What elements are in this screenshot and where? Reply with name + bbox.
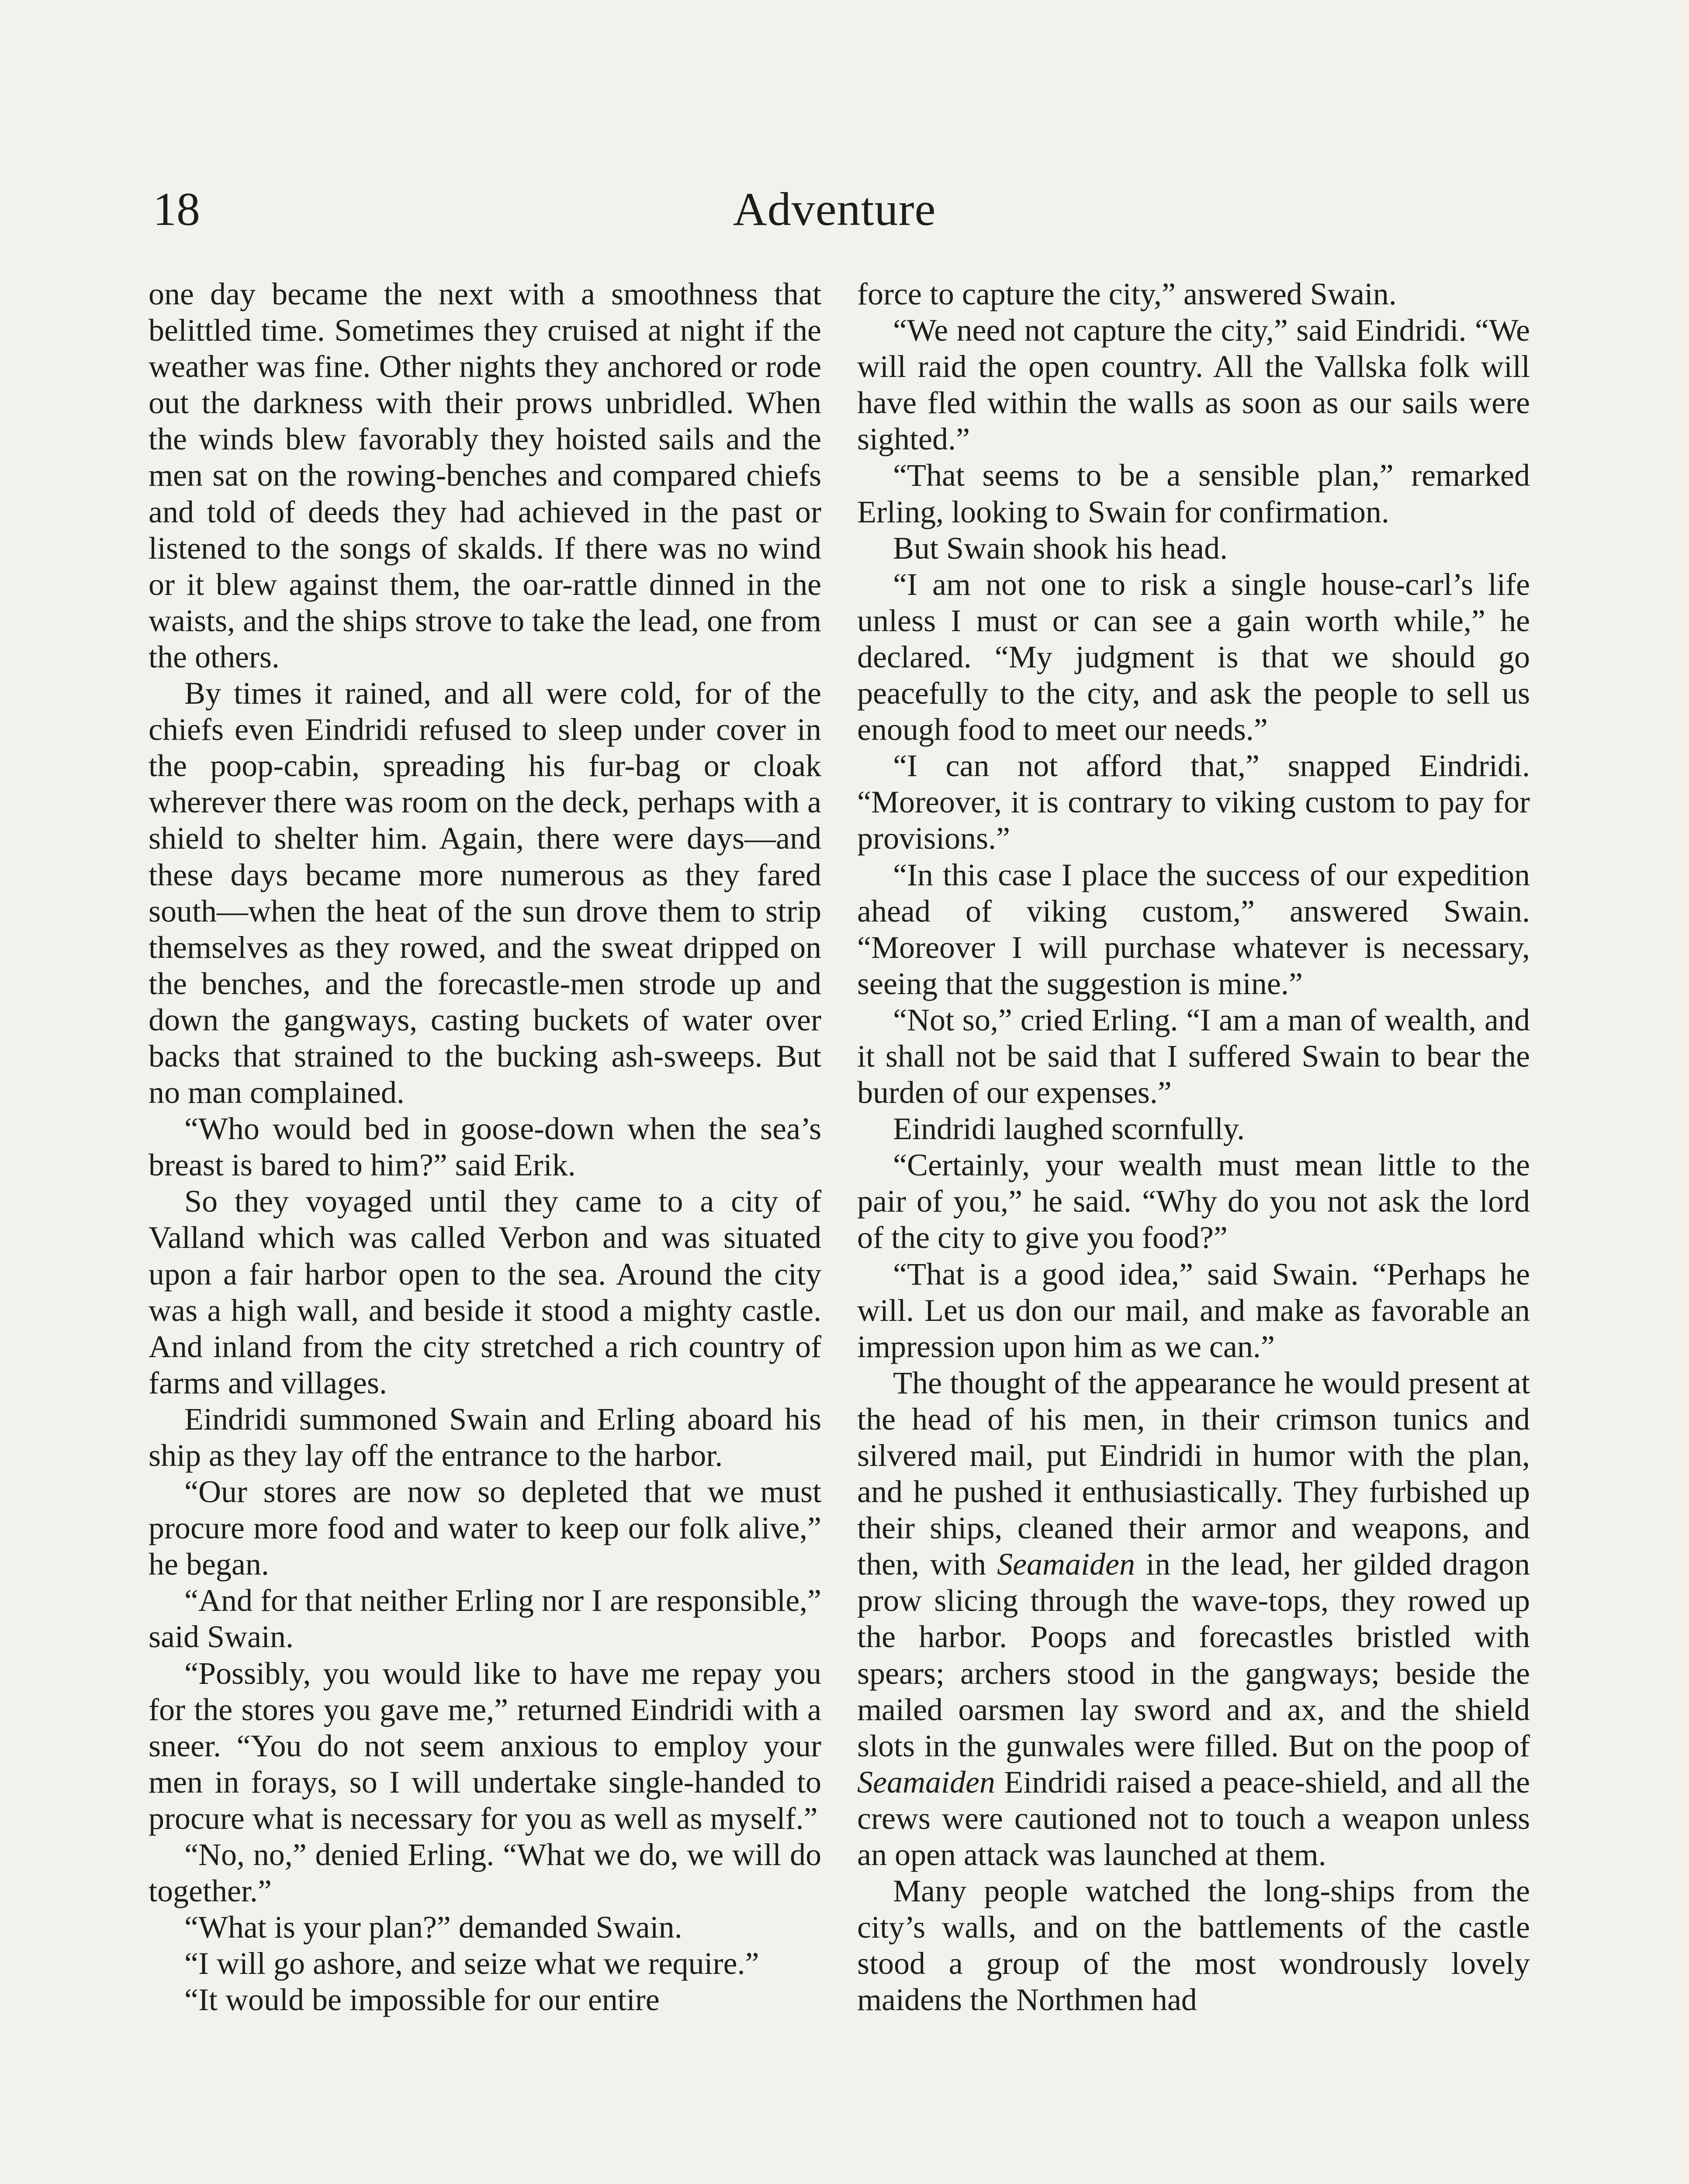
running-title: Adventure (733, 183, 936, 235)
ship-name: Seamaiden (997, 1547, 1135, 1582)
paragraph: “It would be impossible for our entire (184, 1982, 660, 2018)
right-text-column (857, 276, 1530, 2018)
paragraph (857, 276, 1530, 312)
paragraph (857, 312, 1530, 457)
text-run: “I am not one to risk a single house-carl’s life unless I must or can see a gain worth while,” he declared. “My judgment is that we should go peacefully to the city, and ask the people to sell us enough food to meet our needs.” (857, 567, 1530, 747)
paragraph: one day became the next with a smoothness that belittled time. Sometimes they cruised at night if the weather was fine. Other nights they anchored or rode out the darkness with their prows unbridled. When the winds blew favorably they hoisted sails and the men sat on the rowing-benches and compared chiefs and told of deeds they had achieved in the past or listened to the songs of skalds. If there was no wind or it blew against them, the oar-rattle dinned in the waists, and the ships strove to take the lead, one from the others. (149, 276, 821, 674)
paragraph: “I will go ashore, and seize what we require.” (184, 1946, 759, 1981)
paragraph: “And for that neither Erling nor I are responsible,” said Swain. (149, 1583, 821, 1655)
paragraph (857, 1147, 1530, 1256)
paragraph (857, 1111, 1530, 1147)
text-run: “Not so,” cried Erling. “I am a man of wealth, and it shall not be said that I suffered Swain to bear the burden of our expenses.” (857, 1002, 1530, 1110)
page-number: 18 (153, 183, 200, 235)
paragraph (857, 530, 1530, 567)
text-run: Eindridi raised a peace-shield, and all the crews were cautioned not to touch a weapon unless an open attack was launched at them. (857, 1764, 1530, 1873)
paragraph (857, 457, 1530, 530)
paragraph: “Our stores are now so depleted that we must procure more food and water to keep our folk alive,” he began. (149, 1474, 821, 1582)
text-run: “Certainly, your wealth must mean little to the pair of you,” he said. “Why do you not ask the lord of the city to give you food?” (857, 1147, 1530, 1255)
page-header (131, 179, 1538, 245)
paragraph (857, 1002, 1530, 1111)
paragraph: So they voyaged until they came to a city of Valland which was called Verbon and was situated upon a fair harbor open to the sea. Around the city was a high wall, and beside it stood a mighty castle. And inland from the city stretched a rich country of farms and villages. (149, 1184, 821, 1400)
paragraph: “No, no,” denied Erling. “What we do, we will do together.” (149, 1837, 821, 1909)
text-run: in the lead, her gilded dragon prow slicing through the wave-tops, they rowed up the harbor. Poops and forecastles bristled with spears; archers stood in the gangways; beside the mailed oarsmen lay sword and ax, and the shield slots in the gunwales were filled. But on the poop of (857, 1547, 1530, 1763)
text-run: “In this case I place the success of our expedition ahead of viking custom,” answered Swain. “Moreover I will purchase whatever is necessary, seeing that the suggestion is mine.” (857, 857, 1530, 1001)
paragraph: By times it rained, and all were cold, for of the chiefs even Eindridi refused to sleep under cover in the poop-cabin, spreading his fur-bag or cloak wherever there was room on the deck, perhaps with a shield to shelter him. Again, there were days—and these days became more numerous as they fared south—when the heat of the sun drove them to strip themselves as they rowed, and the sweat dripped on the benches, and the forecastle-men strode up and down the gangways, casting buckets of water over backs that strained to the bucking ash-sweeps. But no man complained. (149, 676, 821, 1110)
text-run: force to capture the city,” answered Swain. (857, 276, 1397, 311)
paragraph (857, 748, 1530, 857)
paragraph (857, 1873, 1530, 2018)
text-run: “That is a good idea,” said Swain. “Perhaps he will. Let us don our mail, and make as favorable an impression upon him as we can.” (857, 1256, 1530, 1364)
text-run: “I can not afford that,” snapped Eindridi. “Moreover, it is contrary to viking custom to pay for provisions.” (857, 748, 1530, 856)
left-text-column (149, 276, 821, 2018)
text-run: Eindridi laughed scornfully. (893, 1111, 1245, 1147)
paragraph: “Who would bed in goose-down when the sea’s breast is bared to him?” said Erik. (149, 1111, 821, 1183)
paragraph (857, 1256, 1530, 1365)
paragraph (857, 567, 1530, 748)
paragraph (857, 857, 1530, 1002)
text-run: “We need not capture the city,” said Eindridi. “We will raid the open country. All the Vallska folk will have fled within the walls as soon as our sails were sighted.” (857, 313, 1530, 457)
paragraph: Eindridi summoned Swain and Erling aboard his ship as they lay off the entrance to the harbor. (149, 1401, 821, 1473)
text-run: “That seems to be a sensible plan,” remarked Erling, looking to Swain for confirmation. (857, 458, 1530, 529)
text-run: But Swain shook his head. (893, 530, 1228, 566)
ship-name: Seamaiden (857, 1764, 995, 1800)
text-run: The thought of the appearance he would present at the head of his men, in their crimson tunics and silvered mail, put Eindridi in humor with the plan, and he pushed it enthusiastically. They furbished up their ships, cleaned their armor and weapons, and then, with (857, 1365, 1530, 1582)
paragraph: “What is your plan?” demanded Swain. (184, 1910, 682, 1945)
paragraph: “Possibly, you would like to have me repay you for the stores you gave me,” returned Eindridi with a sneer. “You do not seem anxious to employ your men in forays, so I will undertake single-handed to procure what is necessary for you as well as myself.” (149, 1655, 821, 1836)
paragraph (857, 1365, 1530, 1873)
text-run: Many people watched the long-ships from the city’s walls, and on the battlements of the castle stood a group of the most wondrously lovely maidens the Northmen had (857, 1873, 1530, 2018)
